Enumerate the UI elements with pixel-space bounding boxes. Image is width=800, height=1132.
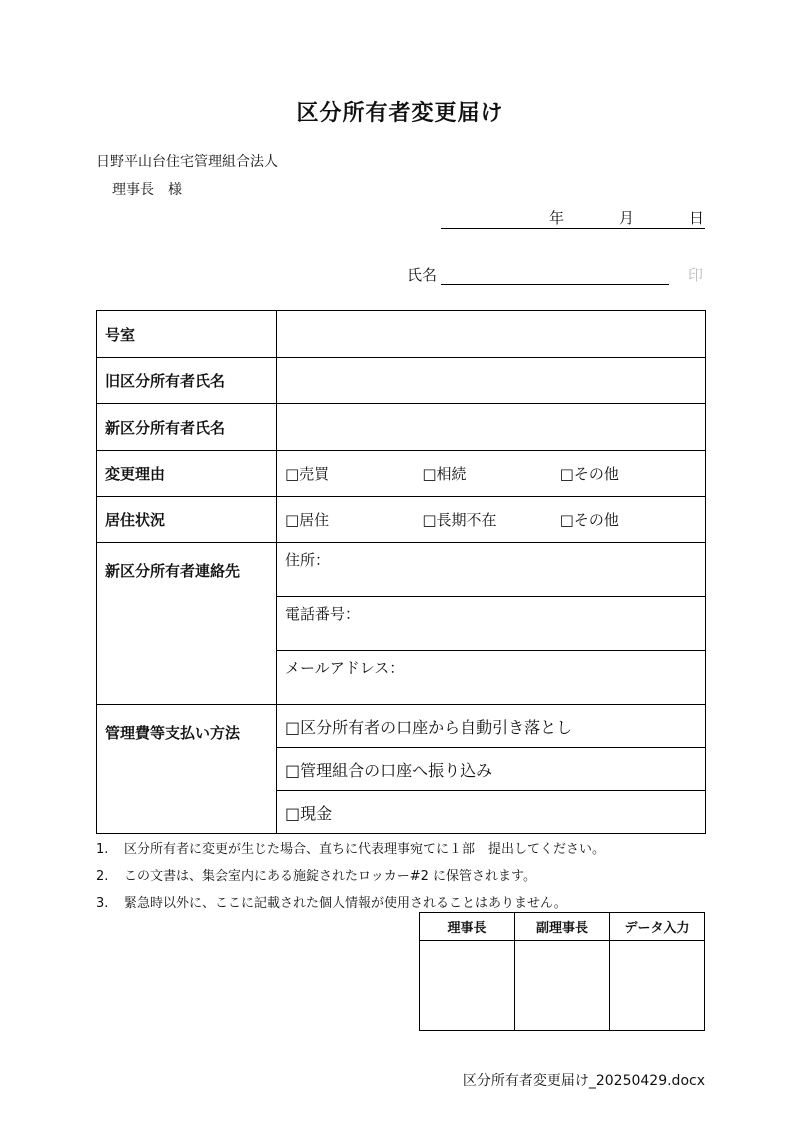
checkbox-other-reason[interactable]: □その他 xyxy=(559,465,619,483)
table-row xyxy=(97,497,706,543)
footer-filename: 区分所有者変更届け_20250429.docx xyxy=(462,1073,705,1089)
approval-stamp-table xyxy=(419,912,705,1031)
room-field[interactable] xyxy=(277,311,706,358)
addressee-organization: 日野平山台住宅管理組合法人 xyxy=(96,154,278,170)
list-item: 2. この文書は、集会室内にある施錠されたロッカー#2 に保管されます。 xyxy=(96,869,536,884)
checkbox-other-residence[interactable]: □その他 xyxy=(559,511,619,529)
checkbox-inheritance[interactable]: □相続 xyxy=(422,465,467,483)
new-owner-field[interactable] xyxy=(277,404,706,451)
checkbox-residing[interactable]: □居住 xyxy=(285,511,330,529)
approval-header-vice-chairman: 副理事長 xyxy=(515,913,610,941)
stamp-box-chairman[interactable] xyxy=(420,941,515,1031)
notes-list xyxy=(96,836,605,917)
address-field[interactable]: 住所： xyxy=(277,543,706,597)
day-label: 日 xyxy=(689,209,705,227)
name-field[interactable] xyxy=(441,264,669,285)
new-owner-label: 新区分所有者氏名 xyxy=(97,404,277,451)
checkbox-sale[interactable]: □売買 xyxy=(285,465,330,483)
room-label: 号室 xyxy=(97,311,277,358)
checkbox-auto-debit[interactable]: □区分所有者の口座から自動引き落とし xyxy=(277,705,706,748)
document-title: 区分所有者変更届け xyxy=(296,101,504,126)
table-row xyxy=(97,404,706,451)
checkbox-long-absence[interactable]: □長期不在 xyxy=(422,511,497,529)
checkbox-bank-transfer[interactable]: □管理組合の口座へ振り込み xyxy=(277,748,706,791)
list-item: 1. 区分所有者に変更が生じた場合、直ちに代表理事宛てに１部 提出してください。 xyxy=(96,842,606,857)
form-table xyxy=(96,310,706,834)
approval-header-chairman: 理事長 xyxy=(420,913,515,941)
checkbox-cash[interactable]: □現金 xyxy=(277,791,706,834)
stamp-box-vice-chairman[interactable] xyxy=(515,941,610,1031)
change-reason-options xyxy=(277,451,706,497)
year-label: 年 xyxy=(549,209,565,227)
date-field[interactable] xyxy=(441,206,705,229)
table-row xyxy=(97,311,706,358)
table-row xyxy=(97,543,706,597)
old-owner-field[interactable] xyxy=(277,358,706,404)
stamp-box-data-entry[interactable] xyxy=(610,941,705,1031)
name-label: 氏名 xyxy=(407,266,438,284)
residence-label: 居住状況 xyxy=(97,497,277,543)
table-row xyxy=(97,358,706,404)
seal-mark: 印 xyxy=(688,266,704,284)
contact-label: 新区分所有者連絡先 xyxy=(97,543,277,705)
month-label: 月 xyxy=(619,209,635,227)
addressee-recipient: 理事長 様 xyxy=(112,182,182,198)
phone-field[interactable]: 電話番号： xyxy=(277,597,706,651)
payment-label: 管理費等支払い方法 xyxy=(97,705,277,834)
table-row xyxy=(97,451,706,497)
residence-options xyxy=(277,497,706,543)
old-owner-label: 旧区分所有者氏名 xyxy=(97,358,277,404)
table-row xyxy=(97,705,706,748)
list-item: 3. 緊急時以外に、ここに記載された個人情報が使用されることはありません。 xyxy=(96,896,567,911)
approval-header-data-entry: データ入力 xyxy=(610,913,705,941)
email-field[interactable]: メールアドレス： xyxy=(277,651,706,705)
change-reason-label: 変更理由 xyxy=(97,451,277,497)
